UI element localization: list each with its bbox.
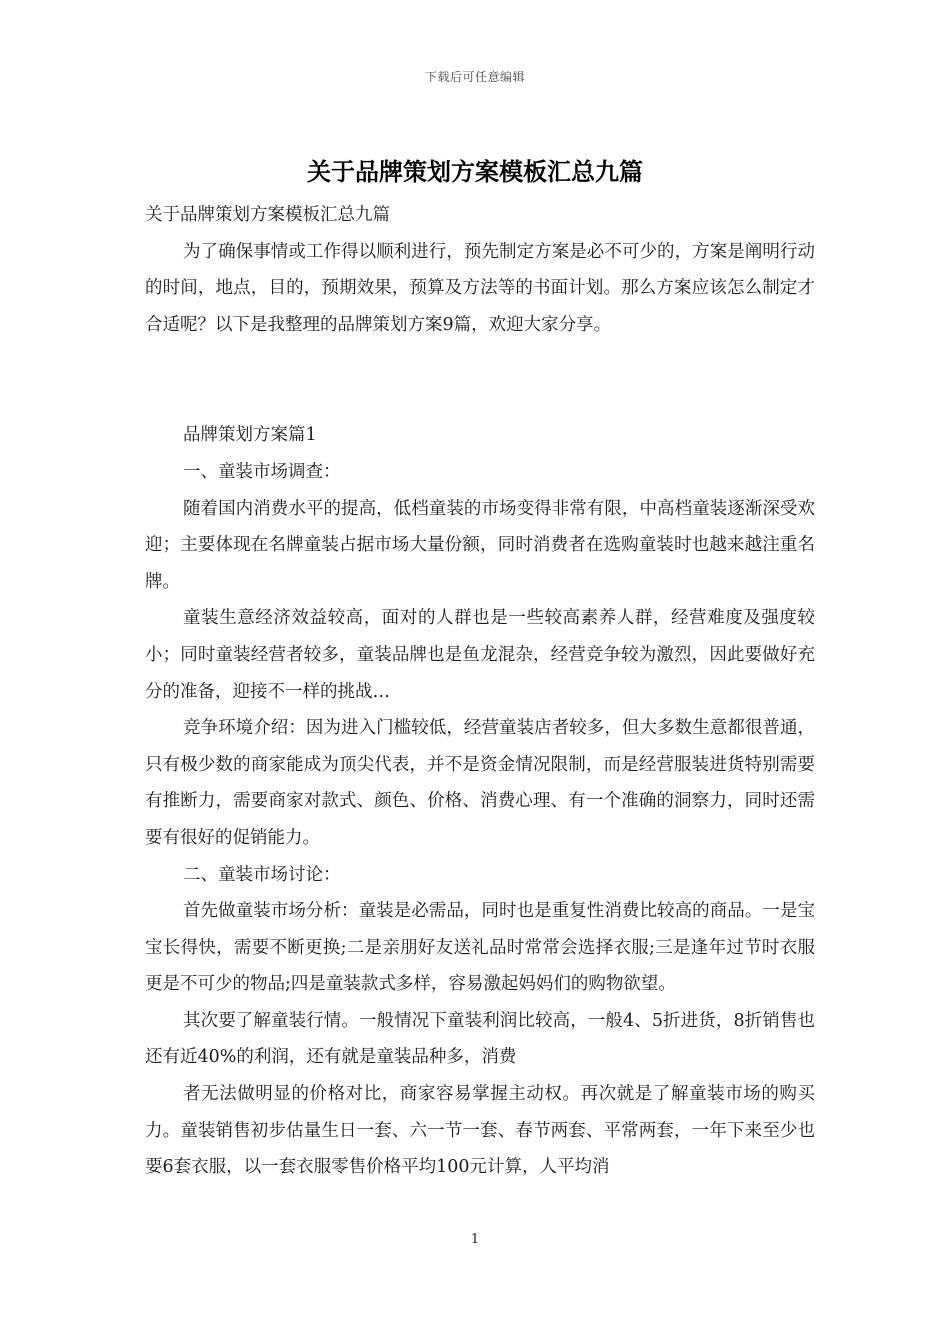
- section-heading: 品牌策划方案篇1: [183, 425, 317, 446]
- document-subtitle: 关于品牌策划方案模板汇总九篇: [145, 205, 390, 225]
- paragraph-5: 其次要了解童装行情。一般情况下童装利润比较高，一般4、5折进货，8折销售也还有近40%的利润，还有就是童装品种多，消费: [145, 1010, 815, 1068]
- page-number: 1: [470, 1232, 480, 1247]
- document-title: 关于品牌策划方案模板汇总九篇: [307, 157, 643, 186]
- paragraph-2: 童装生意经济效益较高，面对的人群也是一些较高素养人群，经营难度及强度较小；同时童装经营者较多，童装品牌也是鱼龙混杂，经营竞争较为激烈，因此要做好充分的准备，迎接不一样的挑战…: [145, 608, 815, 702]
- section-spacer: [145, 343, 815, 417]
- paragraph-4: 首先做童装市场分析：童装是必需品，同时也是重复性消费比较高的商品。一是宝宝长得快，需要不断更换;二是亲朋好友送礼品时常常会选择衣服;三是逢年过节时衣服更是不可少的物品;四是童装款式多样，容易激起妈妈们的购物欲望。: [145, 901, 815, 995]
- paragraph-1: 随着国内消费水平的提高，低档童装的市场变得非常有限，中高档童装逐渐深受欢迎；主要体现在名牌童装占据市场大量份额，同时消费者在选购童装时也越来越注重名牌。: [145, 498, 815, 592]
- document-body: [145, 197, 815, 1186]
- paragraph-6: 者无法做明显的价格对比，商家容易掌握主动权。再次就是了解童装市场的购买力。童装销售初步估量生日一套、六一节一套、春节两套、平常两套，一年下来至少也要6套衣服，以一套衣服零售价格平均100元计算，人平均消: [145, 1084, 815, 1178]
- page-header-note: 下载后可任意编辑: [424, 70, 525, 84]
- paragraph-3: 竞争环境介绍：因为进入门槛较低，经营童装店者较多，但大多数生意都很普通，只有极少数的商家能成为顶尖代表，并不是资金情况限制，而是经营服装进货特别需要有推断力，需要商家对款式、颜色、价格、消费心理、有一个准确的洞察力，同时还需要有很好的促销能力。: [145, 718, 815, 848]
- intro-paragraph: 为了确保事情或工作得以顺利进行，预先制定方案是必不可少的，方案是阐明行动的时间，地点，目的，预期效果，预算及方法等的书面计划。那么方案应该怎么制定才合适呢？以下是我整理的品牌策划方案9篇，欢迎大家分享。: [145, 241, 815, 335]
- subheading-market-survey: 一、童装市场调查：: [183, 461, 341, 482]
- subheading-market-discussion: 二、童装市场讨论：: [183, 864, 341, 885]
